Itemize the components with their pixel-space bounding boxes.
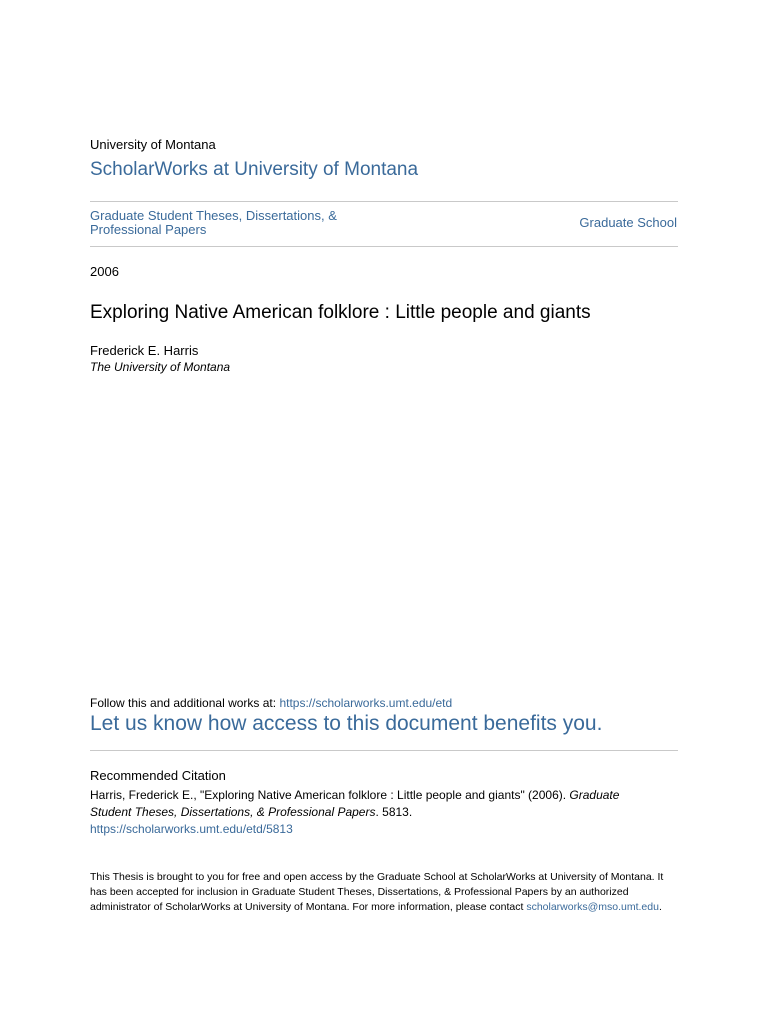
citation-text bbox=[90, 787, 650, 838]
follow-prefix: Follow this and additional works at: bbox=[90, 696, 280, 710]
author-name: Frederick E. Harris bbox=[90, 343, 199, 358]
institution-name: University of Montana bbox=[90, 137, 216, 152]
access-notice bbox=[90, 870, 678, 915]
etd-collection-link[interactable]: https://scholarworks.umt.edu/etd bbox=[279, 696, 453, 710]
notice-end: . bbox=[658, 901, 662, 913]
citation-end: . 5813. bbox=[375, 805, 413, 819]
citation-url-link[interactable]: https://scholarworks.umt.edu/etd/5813 bbox=[90, 822, 293, 836]
access-benefit-link[interactable]: Let us know how access to this document benefits you. bbox=[90, 712, 603, 735]
notice-text: This Thesis is brought to you for free and open access by the Graduate School at ScholarWorks at University of Montana. It has been accepted for inclusion in Graduate Student Theses, Dissertations, & Professional Papers by an authorized administrator of ScholarWorks at University of Montana. For more information, please contact bbox=[90, 871, 664, 913]
divider-top bbox=[90, 201, 678, 202]
graduate-school-link[interactable]: Graduate School bbox=[579, 215, 677, 230]
citation-start: Harris, Frederick E., "Exploring Native American folklore : Little people and giants" (2006). bbox=[90, 788, 570, 802]
divider-bottom bbox=[90, 750, 678, 751]
follow-line bbox=[90, 696, 452, 710]
publication-year: 2006 bbox=[90, 264, 119, 279]
author-affiliation: The University of Montana bbox=[90, 360, 231, 374]
divider-middle bbox=[90, 246, 678, 247]
document-title: Exploring Native American folklore : Little people and giants bbox=[90, 302, 591, 323]
citation-heading: Recommended Citation bbox=[90, 768, 226, 783]
citation-series: Graduate Student Theses, Dissertations, & Professional Papers bbox=[90, 788, 620, 819]
repository-link[interactable]: ScholarWorks at University of Montana bbox=[90, 159, 419, 180]
collection-link[interactable]: Graduate Student Theses, Dissertations, & Professional Papers bbox=[90, 208, 337, 237]
contact-email-link[interactable]: scholarworks@mso.umt.edu bbox=[526, 901, 659, 913]
